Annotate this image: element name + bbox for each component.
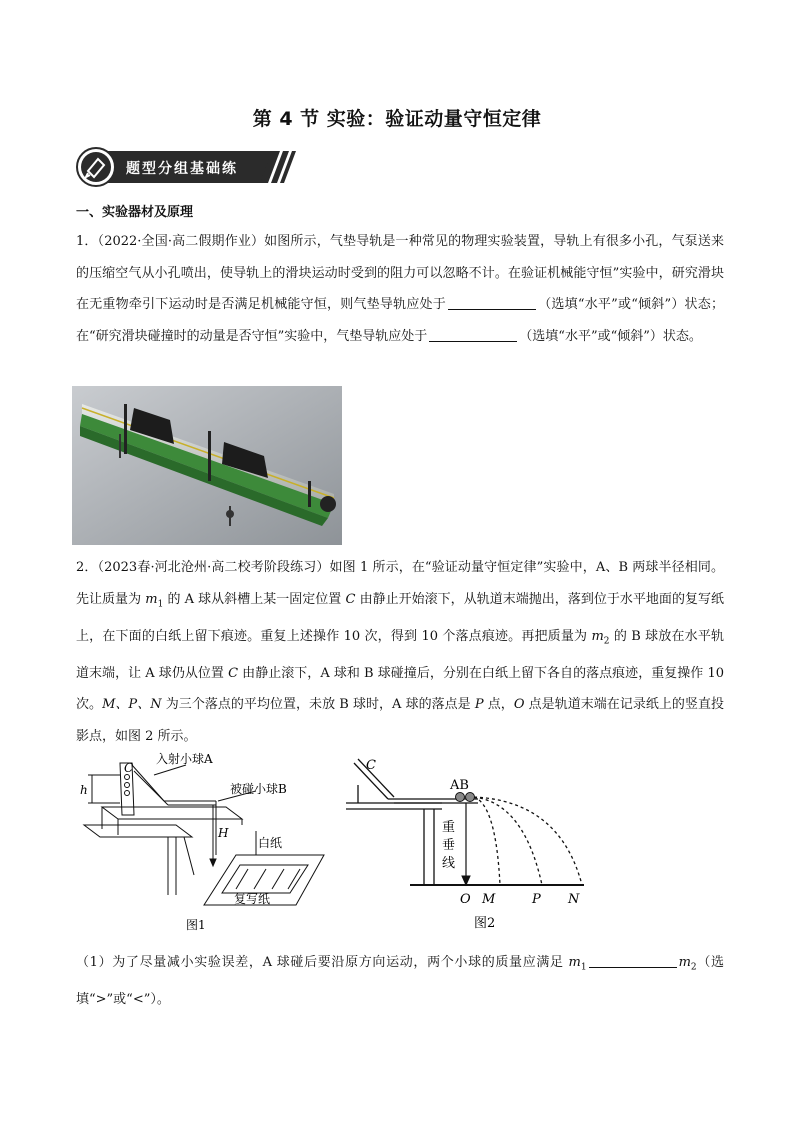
fig2-label-c: C	[366, 758, 376, 773]
question-2	[76, 552, 724, 752]
fig2-label-p: P	[532, 892, 541, 907]
ball-b	[466, 793, 475, 802]
air-track-photo	[72, 386, 342, 545]
fig2-caption: 图2	[474, 916, 496, 931]
question-2-part-1	[76, 947, 724, 1016]
fig1-label-white-paper: 白纸	[258, 836, 283, 850]
point-o: O	[513, 697, 525, 713]
fig2-plumb-3: 线	[442, 856, 456, 871]
q2-1-text-1: （1）为了尽量减小实验误差，A 球碰后要沿原方向运动，两个小球的质量应满足	[76, 955, 569, 970]
point-c: C	[345, 591, 356, 607]
q2-text-1: 2．（2023春·河北沧州·高二校考阶段练习）如图 1 所示，在“验证动量守恒定律”实验中，A、B 两球半径相同。先让质量为	[76, 560, 724, 607]
fig1-label-ball-a: 入射小球A	[156, 752, 213, 766]
fig1-label-big-h: H	[218, 826, 229, 840]
fig1-label-carbon-paper: 复写纸	[234, 892, 271, 906]
q2-1-text-2: （选填“>”或“<”）。	[76, 955, 724, 1008]
mass-subscript: 1	[157, 599, 164, 610]
mass-symbol: m	[568, 955, 581, 970]
q2-text-5: 由静止滚下，A 球和 B 球碰撞后，分别在白纸上留下各自的落点痕迹，重复操作 10 次。	[76, 665, 724, 713]
question-1	[76, 226, 724, 352]
answer-blank[interactable]	[448, 295, 536, 310]
fig2-label-m: M	[482, 892, 496, 907]
fig1-label-c: C	[124, 761, 134, 775]
q2-text-7: 点，	[483, 697, 514, 713]
fig2-plumb-1: 重	[442, 820, 456, 835]
q2-text-3: 由静止开始滚下，从轨道末端抛出，落到位于水平地面的复写纸上，在下面的白纸上留下痕迹。重复上述操作 10 次，得到 10 个落点痕迹。再把质量为	[76, 591, 724, 644]
q2-text-4: 的 B 球放在水平轨道末端，让 A 球仍从位置	[76, 628, 724, 681]
fig1-label-h: h	[80, 783, 88, 797]
fig2-label-n: N	[568, 892, 580, 907]
answer-blank[interactable]	[429, 327, 517, 342]
height-arrow	[210, 805, 216, 866]
section-heading: 一、实验器材及原理	[76, 205, 194, 220]
mass-subscript: 1	[580, 962, 587, 973]
plumb-line-arrow	[462, 803, 470, 885]
fig2-plumb-2: 垂	[442, 838, 456, 853]
page-title: 第 4 节 实验：验证动量守恒定律	[252, 108, 542, 130]
mass-subscript: 2	[603, 636, 610, 647]
fig2-label-ab: AB	[450, 778, 469, 793]
point-c: C	[228, 665, 239, 681]
q2-text-6: 为三个落点的平均位置，未放 B 球时，A 球的落点是	[161, 697, 475, 713]
point-p: P	[474, 697, 484, 713]
ball-a	[456, 793, 465, 802]
banner-label: 题型分组基础练	[126, 161, 238, 177]
q2-text-2: 的 A 球从斜槽上某一固定位置	[163, 591, 346, 607]
fig1-caption: 图1	[186, 918, 206, 932]
q1-text-3: （选填“水平”或“倾斜”）状态。	[519, 328, 702, 344]
q2-text-8: 点是轨道末端在记录纸上的竖直投影点，如图 2 所示。	[76, 697, 725, 744]
fig1-label-ball-b: 被碰小球B	[230, 782, 287, 796]
mass-subscript: 2	[690, 962, 697, 973]
q1-text-1: 1．（2022·全国·高二假期作业）如图所示，气垫导轨是一种常见的物理实验装置，导轨上有很多小孔，气泵送来的压缩空气从小孔喷出，使导轨上的滑块运动时受到的阻力可以忽略不计。在验证机械能守恒”实验中，研究滑块在无重物牵引下运动时是否满足机械能守恒，则气垫导轨应处于	[76, 234, 724, 312]
mass-symbol: m	[591, 628, 604, 644]
q1-text-2: （选填“水平”或“倾斜”）状态；在“研究滑块碰撞时的动量是否守恒”实验中，气垫导轨应处于	[76, 297, 724, 344]
mass-symbol: m	[678, 955, 691, 970]
figure-1	[84, 763, 324, 905]
answer-blank[interactable]	[589, 953, 677, 968]
fig2-label-o: O	[460, 892, 471, 907]
experiment-figures	[76, 745, 596, 935]
mass-symbol: m	[145, 591, 158, 607]
points-mpn: M、P、N	[102, 697, 162, 713]
